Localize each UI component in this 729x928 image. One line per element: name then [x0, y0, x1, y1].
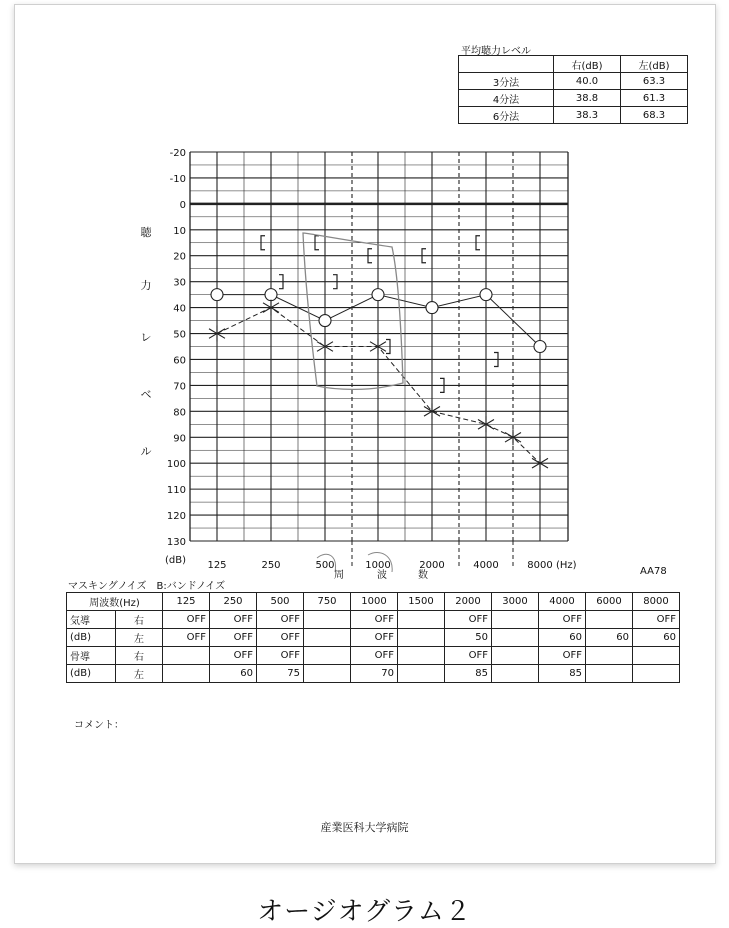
- chart-code: AA78: [640, 566, 667, 577]
- mask-cell: OFF: [539, 611, 586, 629]
- chart-labels: [141, 148, 667, 581]
- mask-cell: [492, 665, 539, 683]
- x-axis-note-char: 波: [377, 570, 387, 581]
- mask-cell: OFF: [163, 629, 210, 647]
- freq-header: 周波数(Hz): [67, 593, 163, 611]
- circle-marker: [211, 289, 223, 301]
- mask-cell: 60: [210, 665, 257, 683]
- y-axis-label-char: 力: [140, 279, 152, 292]
- mask-cell: 75: [257, 665, 304, 683]
- x-tick-label: 4000: [473, 560, 499, 571]
- side-label: 右: [116, 611, 163, 629]
- right-value: 38.3: [554, 107, 621, 124]
- circle-marker: [372, 289, 384, 301]
- right-value: 40.0: [554, 73, 621, 90]
- mask-cell: OFF: [445, 611, 492, 629]
- mask-cell: [586, 647, 633, 665]
- y-tick-label: -10: [169, 173, 186, 185]
- left-value: 68.3: [621, 107, 688, 124]
- mask-cell: [163, 665, 210, 683]
- mask-cell: [586, 611, 633, 629]
- mask-cell: [398, 611, 445, 629]
- y-axis-label-char: ベ: [140, 388, 152, 401]
- mask-cell: 60: [633, 629, 680, 647]
- x-tick-label: 2000: [419, 560, 445, 571]
- freq-cell: 750: [304, 593, 351, 611]
- mask-cell: OFF: [445, 647, 492, 665]
- y-tick-label: 80: [173, 407, 186, 419]
- mask-cell: 70: [351, 665, 398, 683]
- group-label: (dB): [67, 665, 116, 683]
- mask-cell: 85: [539, 665, 586, 683]
- mask-cell: OFF: [351, 629, 398, 647]
- header-cell: 右(dB): [554, 56, 621, 73]
- group-label: (dB): [67, 629, 116, 647]
- x-tick-label: 1000: [365, 560, 391, 571]
- circle-marker: [319, 315, 331, 327]
- group-label: 気導: [67, 611, 116, 629]
- group-label: 骨導: [67, 647, 116, 665]
- mask-cell: [304, 647, 351, 665]
- y-tick-label: 110: [166, 485, 186, 497]
- side-label: 左: [116, 665, 163, 683]
- mask-cell: [586, 665, 633, 683]
- circle-marker: [265, 289, 277, 301]
- mask-cell: [304, 629, 351, 647]
- y-tick-label: 130: [166, 537, 186, 548]
- pencil-annotation: [303, 233, 403, 389]
- y-tick-label: 120: [166, 511, 186, 523]
- mask-cell: OFF: [257, 611, 304, 629]
- freq-cell: 2000: [445, 593, 492, 611]
- y-tick-label: 10: [173, 225, 186, 237]
- masking-title: マスキングノイズ B:バンドノイズ: [68, 581, 226, 592]
- freq-cell: 1000: [351, 593, 398, 611]
- y-tick-label: 60: [173, 355, 186, 367]
- y-axis-label-char: ル: [140, 445, 152, 458]
- x-tick-label: 250: [261, 560, 281, 571]
- right-value: 38.8: [554, 90, 621, 107]
- y-tick-label: 50: [173, 329, 186, 341]
- freq-cell: 4000: [539, 593, 586, 611]
- y-tick-label: 100: [166, 459, 186, 471]
- mask-cell: OFF: [539, 647, 586, 665]
- mask-cell: [633, 647, 680, 665]
- table-row: [67, 593, 680, 611]
- y-tick-label: -20: [169, 148, 186, 159]
- circle-marker: [426, 302, 438, 314]
- y-axis-label-char: レ: [140, 331, 152, 344]
- y-unit-label: (dB): [164, 555, 186, 566]
- table-row: [67, 611, 680, 629]
- freq-cell: 250: [210, 593, 257, 611]
- freq-cell: 6000: [586, 593, 633, 611]
- mask-cell: [304, 665, 351, 683]
- y-tick-label: 30: [173, 277, 186, 289]
- left-value: 63.3: [621, 73, 688, 90]
- side-label: 左: [116, 629, 163, 647]
- x-tick-label: 125: [207, 560, 227, 571]
- mask-cell: [163, 647, 210, 665]
- header-cell: 左(dB): [621, 56, 688, 73]
- mask-cell: OFF: [163, 611, 210, 629]
- freq-cell: 125: [163, 593, 210, 611]
- mask-cell: 60: [586, 629, 633, 647]
- comment-label: コメント：: [74, 720, 124, 731]
- masking-table: [66, 592, 680, 683]
- mask-cell: OFF: [210, 629, 257, 647]
- mask-cell: OFF: [633, 611, 680, 629]
- row-label: 3分法: [459, 73, 554, 90]
- circle-marker: [480, 289, 492, 301]
- mask-cell: 50: [445, 629, 492, 647]
- freq-cell: 500: [257, 593, 304, 611]
- mask-cell: OFF: [210, 611, 257, 629]
- mask-cell: OFF: [257, 629, 304, 647]
- y-tick-label: 90: [173, 433, 186, 445]
- x-unit-label: (Hz): [556, 560, 577, 571]
- y-tick-label: 40: [173, 303, 186, 315]
- mask-cell: [398, 665, 445, 683]
- mask-cell: [492, 629, 539, 647]
- side-label: 右: [116, 647, 163, 665]
- mask-cell: [398, 647, 445, 665]
- freq-cell: 8000: [633, 593, 680, 611]
- circle-marker: [534, 341, 546, 353]
- freq-cell: 3000: [492, 593, 539, 611]
- y-tick-label: 20: [173, 251, 186, 263]
- y-tick-label: 0: [179, 199, 186, 211]
- average-table-title: 平均聴力レベル: [461, 46, 531, 57]
- x-axis-note-char: 数: [418, 570, 428, 581]
- mask-cell: [304, 611, 351, 629]
- mask-cell: [492, 611, 539, 629]
- row-label: 4分法: [459, 90, 554, 107]
- mask-cell: [633, 665, 680, 683]
- mask-cell: OFF: [351, 647, 398, 665]
- figure-caption: オージオグラム２: [257, 897, 472, 927]
- table-row: [67, 665, 680, 683]
- mask-cell: 85: [445, 665, 492, 683]
- left-value: 61.3: [621, 90, 688, 107]
- table-row: [67, 647, 680, 665]
- mask-cell: [398, 629, 445, 647]
- mask-cell: OFF: [351, 611, 398, 629]
- hospital-name: 産業医科大学病院: [320, 821, 409, 834]
- mask-cell: OFF: [210, 647, 257, 665]
- chart-grid: [190, 152, 568, 566]
- table-row: [67, 629, 680, 647]
- y-tick-label: 70: [173, 381, 186, 393]
- freq-cell: 1500: [398, 593, 445, 611]
- mask-cell: [492, 647, 539, 665]
- row-label: 6分法: [459, 107, 554, 124]
- y-axis-label-char: 聴: [140, 226, 152, 239]
- mask-cell: OFF: [257, 647, 304, 665]
- x-axis-note-char: 周: [334, 570, 344, 581]
- x-tick-label: 8000: [527, 560, 553, 571]
- x-tick-label: 500: [315, 560, 335, 571]
- mask-cell: 60: [539, 629, 586, 647]
